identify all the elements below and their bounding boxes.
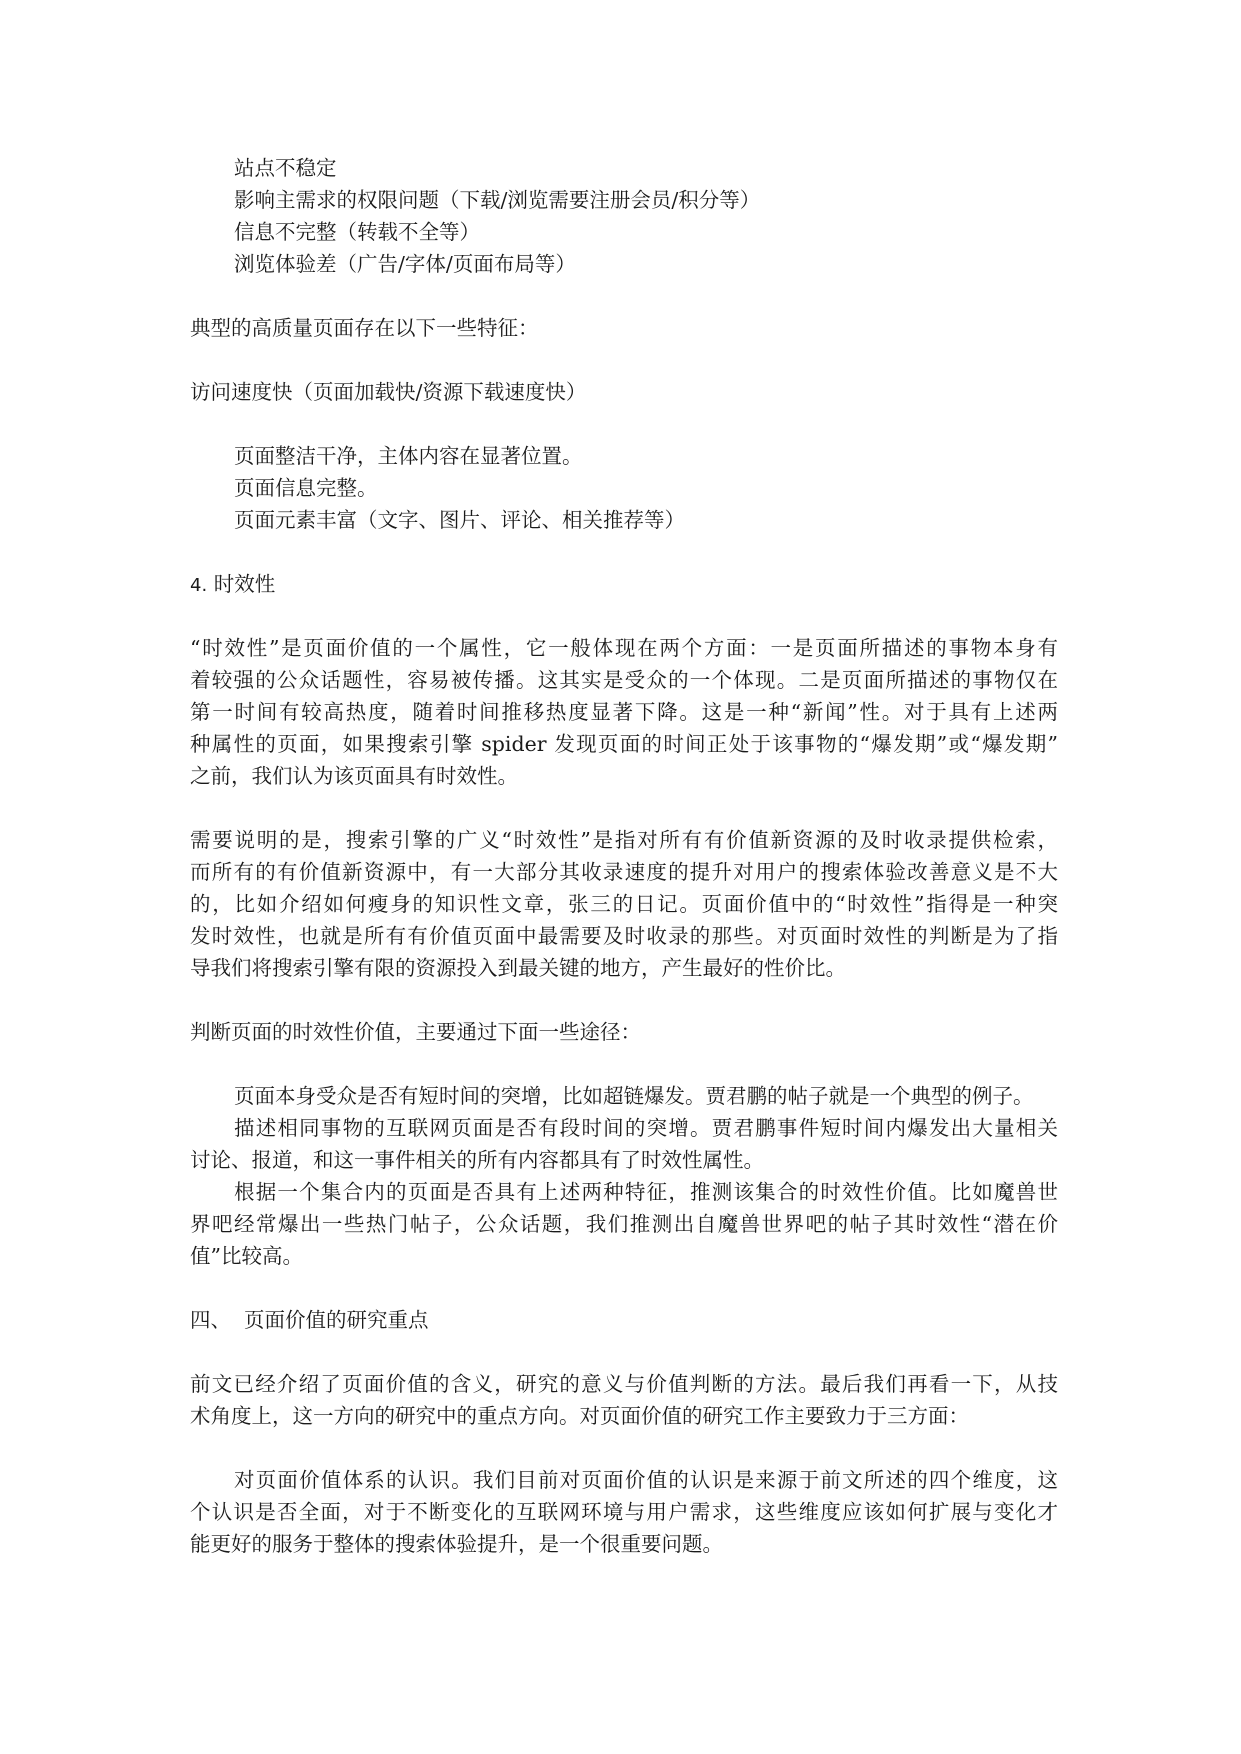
paragraph-line: 导我们将搜索引擎有限的资源投入到最关键的地方，产生最好的性价比。 (190, 956, 846, 980)
section-heading-timeliness (190, 568, 1058, 600)
list-item: 站点不稳定 (234, 156, 337, 180)
section-number: 4. (190, 575, 208, 596)
list-item-continuation: 能更好的服务于整体的搜索体验提升，是一个很重要问题。 (190, 1532, 723, 1556)
high-quality-intro: 典型的高质量页面存在以下一些特征： (190, 316, 539, 340)
list-item: 对页面价值体系的认识。我们目前对页面价值的认识是来源于前文所述的四个维度，这 (234, 1468, 1058, 1492)
research-item (190, 1464, 1058, 1560)
section-title: 时效性 (213, 572, 276, 596)
list-item-continuation: 界吧经常爆出一些热门帖子，公众话题，我们推测出自魔兽世界吧的帖子其时效性“潜在价 (190, 1212, 1058, 1236)
paragraph-line: 前文已经介绍了页面价值的含义，研究的意义与价值判断的方法。最后我们再看一下，从技 (190, 1372, 1058, 1396)
list-item: 影响主需求的权限问题（下载/浏览需要注册会员/积分等） (234, 188, 761, 212)
list-item-continuation: 个认识是否全面，对于不断变化的互联网环境与用户需求，这些维度应该如何扩展与变化才 (190, 1500, 1058, 1524)
section-heading-four (190, 1304, 1058, 1336)
low-quality-list (190, 152, 1058, 280)
paragraph-line: 着较强的公众话题性，容易被传播。这其实是受众的一个体现。二是页面所描述的事物仅在 (190, 668, 1058, 692)
paragraph-line: 第一时间有较高热度，随着时间推移热度显著下降。这是一种“新闻”性。对于具有上述两 (190, 700, 1058, 724)
paragraph-line: 而所有的有价值新资源中，有一大部分其收录速度的提升对用户的搜索体验改善意义是不大 (190, 860, 1058, 884)
paragraph-line: 术角度上，这一方向的研究中的重点方向。对页面价值的研究工作主要致力于三方面： (190, 1404, 969, 1428)
paragraph-line: “时效性”是页面价值的一个属性，它一般体现在两个方面：一是页面所描述的事物本身有 (190, 636, 1058, 660)
research-paragraph (190, 1368, 1058, 1432)
list-item: 页面整洁干净，主体内容在显著位置。 (234, 444, 583, 468)
list-item: 描述相同事物的互联网页面是否有段时间的突增。贾君鹏事件短时间内爆发出大量相关 (234, 1116, 1058, 1140)
paragraph-line: 需要说明的是，搜索引擎的广义“时效性”是指对所有有价值新资源的及时收录提供检索， (190, 828, 1058, 852)
list-item-continuation: 值”比较高。 (190, 1244, 303, 1268)
paragraph-line: 发时效性，也就是所有有价值页面中最需要及时收录的那些。对页面时效性的判断是为了指 (190, 924, 1058, 948)
paragraph-line: 的，比如介绍如何瘦身的知识性文章，张三的日记。页面价值中的“时效性”指得是一种突 (190, 892, 1058, 916)
timeliness-paragraph-2 (190, 824, 1058, 984)
list-item: 页面元素丰富（文字、图片、评论、相关推荐等） (234, 508, 685, 532)
list-item: 页面本身受众是否有短时间的突增，比如超链爆发。贾君鹏的帖子就是一个典型的例子。 (234, 1084, 1034, 1108)
list-item: 信息不完整（转载不全等） (234, 220, 480, 244)
timeliness-paragraph-1 (190, 632, 1058, 792)
list-item: 根据一个集合内的页面是否具有上述两种特征，推测该集合的时效性价值。比如魔兽世 (234, 1180, 1058, 1204)
high-quality-first-item: 访问速度快（页面加载快/资源下载速度快） (190, 380, 587, 404)
list-item: 页面信息完整。 (234, 476, 378, 500)
high-quality-list (190, 440, 1058, 536)
judge-list (190, 1080, 1058, 1272)
section-title: 页面价值的研究重点 (244, 1308, 429, 1332)
list-item: 浏览体验差（广告/字体/页面布局等） (234, 252, 576, 276)
list-item-continuation: 讨论、报道，和这一事件相关的所有内容都具有了时效性属性。 (190, 1148, 764, 1172)
paragraph-line: 种属性的页面，如果搜索引擎 spider 发现页面的时间正处于该事物的“爆发期”或“爆发期” (190, 732, 1058, 756)
document-page (190, 152, 1058, 1560)
section-number: 四、 (190, 1308, 231, 1332)
judge-intro: 判断页面的时效性价值，主要通过下面一些途径： (190, 1020, 641, 1044)
paragraph-line: 之前，我们认为该页面具有时效性。 (190, 764, 518, 788)
